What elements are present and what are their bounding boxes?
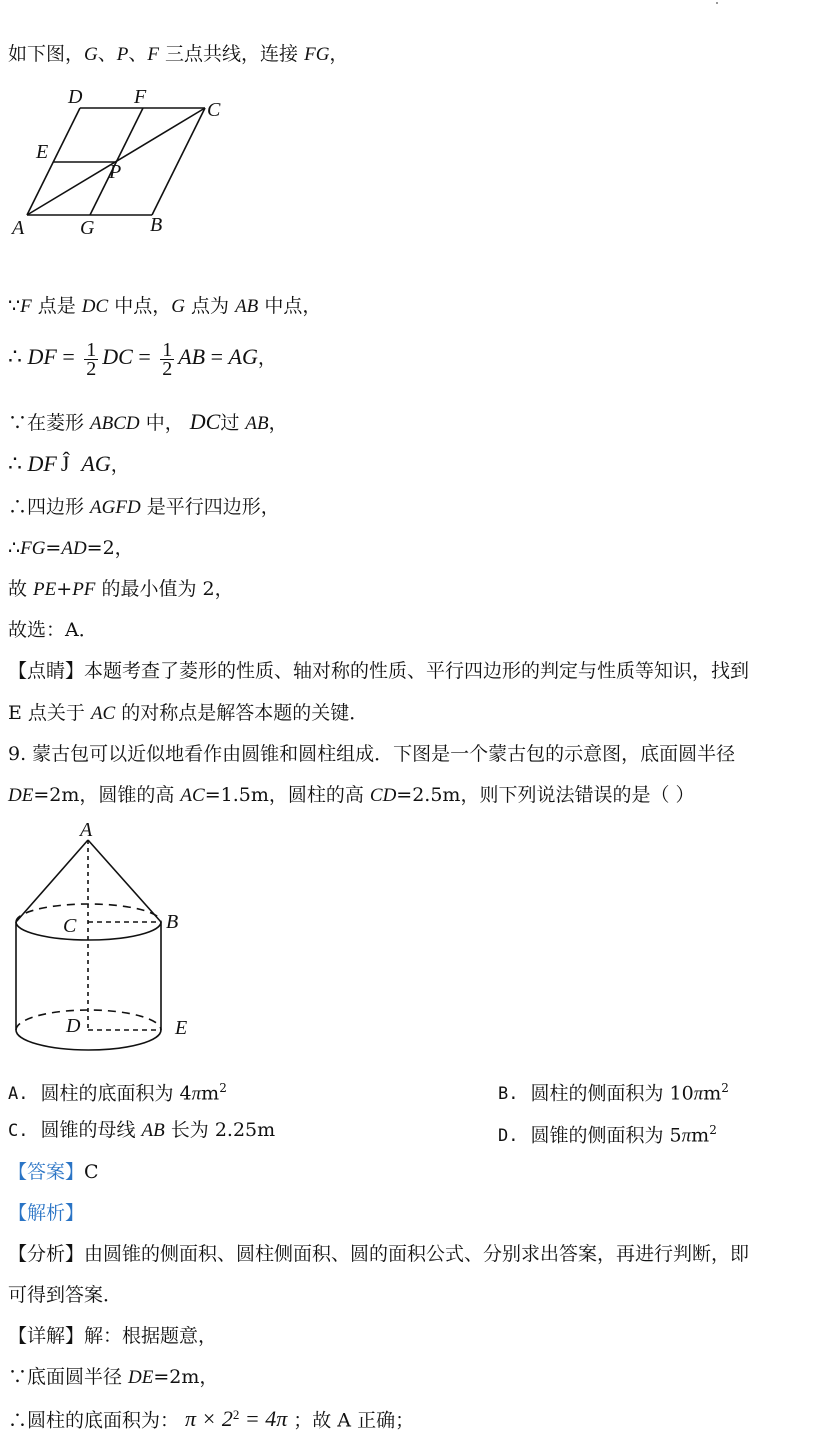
t: ∵在菱形: [8, 412, 91, 434]
t: =: [45, 537, 62, 559]
t: π: [693, 1083, 704, 1105]
t: =2，: [86, 537, 134, 559]
t: AB: [245, 413, 269, 434]
answer-line: [8, 1160, 99, 1184]
option-letter: D.: [498, 1126, 519, 1147]
question-9-line-1: [8, 742, 735, 766]
t: AB: [235, 296, 259, 317]
label-F: F: [134, 86, 147, 108]
t: ，: [268, 412, 288, 434]
t: =1.5m，圆柱的高: [204, 784, 370, 806]
t: ，: [257, 347, 277, 369]
t: 【点睛】本题考查了菱形的性质、轴对称的性质、平行四边形的判定与性质等知识，找到: [8, 660, 750, 682]
t: G: [171, 296, 185, 317]
t: G: [84, 44, 98, 65]
t: 2: [162, 357, 173, 380]
t: 点为: [184, 295, 236, 317]
label-G: G: [80, 217, 95, 239]
text-line-9: [8, 618, 98, 642]
t: ∵底面圆半径: [8, 1366, 129, 1388]
t: 是平行四边形，: [140, 496, 280, 518]
t: AG: [81, 451, 111, 476]
question-9-line-2: [8, 783, 695, 808]
t: 长为 2.25m: [164, 1119, 276, 1141]
t: =2m，: [153, 1366, 219, 1388]
t: ∵: [8, 295, 21, 317]
rhombus-figure: [0, 78, 260, 248]
t: ，: [110, 454, 130, 476]
text-line-4: [8, 410, 288, 436]
text-line-11: [8, 701, 368, 726]
analysis-heading: [8, 1201, 84, 1225]
t: 【解析】: [8, 1202, 85, 1224]
label-C: C: [207, 99, 221, 121]
t: 、: [128, 43, 148, 65]
t: 过: [220, 412, 246, 434]
analysis-line-2: [8, 1283, 122, 1307]
yurt-figure: [0, 818, 220, 1058]
t: AG: [228, 344, 258, 369]
cone-right-edge: [88, 840, 161, 922]
label-E: E: [175, 1017, 188, 1039]
t: ∴圆柱的底面积为：: [8, 1409, 180, 1432]
t: ∴: [8, 451, 28, 476]
t: AD: [61, 538, 87, 559]
t: 的对称点是解答本题的关键．: [115, 702, 369, 724]
text-line-8: [8, 577, 234, 602]
t: ；故 A 正确；: [293, 1409, 415, 1432]
answer-value: C: [84, 1161, 99, 1183]
t: 2: [86, 357, 97, 380]
t: π: [681, 1125, 692, 1147]
t: 中点，: [108, 295, 172, 317]
t: E 点关于: [8, 702, 91, 724]
option-letter: C.: [8, 1121, 29, 1141]
text-line-2: [8, 294, 321, 319]
t: =: [132, 344, 157, 369]
t: P: [116, 44, 129, 65]
text-line-3: [8, 337, 277, 378]
t: ∴四边形: [8, 496, 91, 518]
t: DE: [8, 785, 34, 806]
t: 故: [8, 578, 34, 600]
t: CD: [369, 785, 397, 806]
t: 、: [97, 43, 117, 65]
t: =2.5m，则下列说法错误的是（ ）: [396, 784, 695, 806]
answer-heading: 【答案】: [8, 1161, 85, 1183]
t: 2: [219, 1081, 227, 1095]
analysis-line-1: [8, 1242, 749, 1266]
option-d[interactable]: [498, 1118, 717, 1148]
label-E: E: [36, 141, 49, 163]
label-C: C: [63, 915, 77, 937]
t: 圆锥的侧面积为 5: [530, 1124, 682, 1147]
t: 圆柱的底面积为 4: [40, 1082, 192, 1105]
t: m: [201, 1082, 220, 1105]
text-line-7: [8, 536, 134, 561]
t: =: [205, 344, 229, 369]
t: DC: [102, 344, 133, 369]
t: DE: [128, 1367, 154, 1388]
text-line-1: [8, 42, 348, 67]
detail-line-2: [8, 1365, 218, 1390]
option-a[interactable]: [8, 1076, 227, 1106]
t: 三点共线，连接: [159, 43, 305, 65]
t: AC: [180, 785, 205, 806]
option-c[interactable]: [8, 1118, 275, 1143]
cone-left-edge: [16, 840, 88, 922]
label-A: A: [80, 819, 93, 841]
option-letter: B.: [498, 1084, 519, 1105]
t: 1: [86, 338, 97, 361]
text-line-6: [8, 495, 280, 520]
t: 如下图，: [8, 43, 85, 65]
detail-line-3: [8, 1403, 414, 1432]
t: FG: [20, 538, 46, 559]
label-A: A: [12, 217, 25, 239]
t: PF: [72, 579, 96, 600]
t: 的最小值为 2，: [95, 578, 234, 600]
t: =2m，圆锥的高: [33, 784, 181, 806]
t: DF: [27, 451, 57, 476]
fraction-half: [160, 338, 174, 380]
t: ，: [329, 43, 349, 65]
t: DC: [189, 409, 221, 434]
t: 【分析】由圆锥的侧面积、圆柱侧面积、圆的面积公式、分别求出答案，再进行判断，即: [8, 1243, 750, 1265]
fraction-half: [84, 338, 98, 380]
t: 点是: [31, 295, 82, 317]
t: F: [147, 44, 159, 65]
label-B: B: [150, 214, 163, 236]
t: AB: [178, 344, 206, 369]
t: π × 2: [185, 1406, 233, 1432]
t: m: [703, 1082, 722, 1105]
t: m: [691, 1124, 710, 1147]
t: FG: [304, 44, 330, 65]
text-line-5: [8, 452, 130, 477]
t: DF: [27, 344, 57, 369]
t: 圆柱的侧面积为 10: [530, 1082, 694, 1105]
label-D: D: [68, 86, 83, 108]
t: AC: [90, 703, 116, 724]
t: 故选：A．: [8, 619, 98, 641]
t: =: [56, 344, 81, 369]
t: F: [20, 296, 32, 317]
label-B: B: [166, 911, 179, 933]
t: 9. 蒙古包可以近似地看作由圆锥和圆柱组成．下图是一个蒙古包的示意图，底面圆半径: [8, 743, 736, 765]
t: 圆锥的母线: [40, 1119, 142, 1141]
t: 中，: [139, 412, 190, 434]
label-D: D: [66, 1015, 81, 1037]
t: 2: [709, 1123, 717, 1137]
t: ABCD: [90, 413, 140, 434]
t: π: [191, 1083, 202, 1105]
t: ∴: [8, 537, 21, 559]
t: 2: [232, 1407, 240, 1422]
t: 可得到答案．: [8, 1284, 123, 1306]
t: PE: [33, 579, 57, 600]
t: = 4π: [239, 1406, 288, 1432]
t: 中点，: [258, 295, 322, 317]
t: Ĵ: [60, 451, 70, 476]
label-P: P: [109, 161, 122, 183]
t: AGFD: [90, 497, 141, 518]
t: AB: [141, 1120, 165, 1141]
option-letter: A.: [8, 1084, 29, 1105]
t: 1: [162, 338, 173, 361]
bottom-ellipse-front: [16, 1030, 161, 1050]
text-line-10: [8, 659, 749, 683]
detail-line-1: [8, 1324, 217, 1348]
scan-dot: [716, 2, 718, 4]
option-b[interactable]: [498, 1076, 729, 1106]
t: DC: [81, 296, 109, 317]
t: ∴: [8, 344, 28, 369]
t: 【详解】解：根据题意，: [8, 1325, 218, 1347]
t: 2: [721, 1081, 729, 1095]
t: +: [56, 578, 73, 600]
